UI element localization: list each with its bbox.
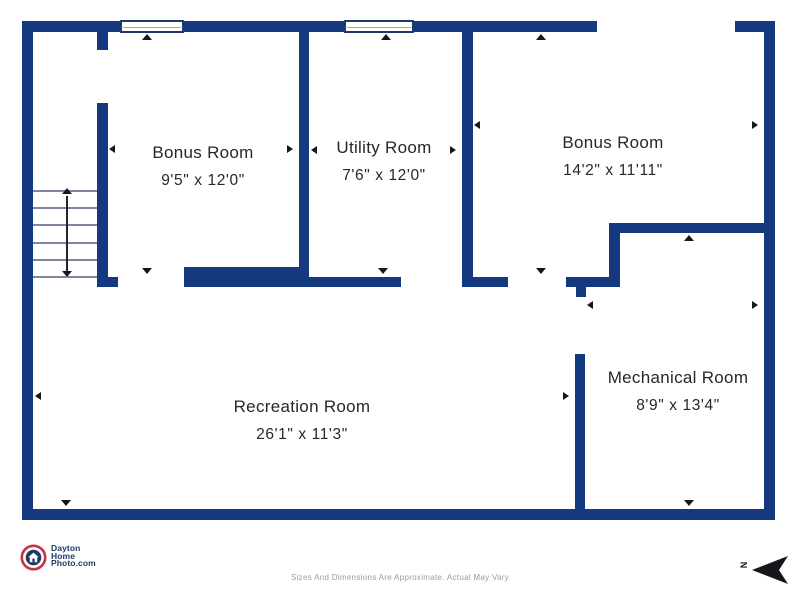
compass-north-label: N bbox=[738, 561, 749, 569]
room-dimensions: 14'2" x 11'11" bbox=[563, 162, 663, 179]
dimension-arrow-left bbox=[35, 392, 41, 400]
wall-stair-top-stub bbox=[97, 32, 108, 50]
room-dimensions: 9'5" x 12'0" bbox=[161, 172, 245, 189]
dimension-arrow-right bbox=[563, 392, 569, 400]
room-dimensions: 7'6" x 12'0" bbox=[342, 167, 426, 184]
wall-mechanical-door-stub bbox=[576, 287, 586, 297]
wall-utility-bonusright-divider bbox=[462, 32, 473, 287]
dayton-home-photo-logo bbox=[20, 544, 96, 571]
dimension-arrow-left bbox=[587, 301, 593, 309]
dimension-arrow-down bbox=[378, 268, 388, 274]
wall-bonusleft-bottom-thick bbox=[184, 267, 307, 287]
wall-outer-left bbox=[22, 21, 33, 520]
stairs-down-arrow-icon bbox=[62, 271, 72, 277]
dimension-arrow-right bbox=[752, 301, 758, 309]
dimension-arrow-right bbox=[450, 146, 456, 154]
wall-outer-right bbox=[764, 21, 775, 520]
dimension-arrow-down bbox=[61, 500, 71, 506]
room-label-recreation bbox=[234, 393, 371, 449]
stair-tread bbox=[33, 259, 97, 261]
logo-wordmark bbox=[51, 545, 96, 568]
wall-stairwell-foot bbox=[97, 277, 118, 287]
room-name: Bonus Room bbox=[562, 133, 664, 152]
room-name: Mechanical Room bbox=[607, 368, 749, 387]
logo-line-3: Photo.com bbox=[51, 558, 96, 569]
wall-outer-bottom bbox=[22, 509, 775, 520]
disclaimer-text: Sizes And Dimensions Are Approximate. Actual May Vary bbox=[290, 573, 510, 582]
window bbox=[344, 20, 414, 33]
wall-bonusleft-utility-divider bbox=[299, 32, 309, 277]
dimension-arrow-left bbox=[474, 121, 480, 129]
wall-mechanical-left bbox=[575, 354, 585, 520]
dimension-arrow-left bbox=[311, 146, 317, 154]
wall-outer-top-left-segment bbox=[22, 21, 597, 32]
room-name: Utility Room bbox=[336, 138, 432, 157]
dimension-arrow-up bbox=[381, 34, 391, 40]
stairs-direction-line bbox=[66, 196, 68, 272]
room-name: Recreation Room bbox=[233, 397, 371, 416]
stair-tread bbox=[33, 207, 97, 209]
stair-tread bbox=[33, 242, 97, 244]
stairs-up-arrow-icon bbox=[62, 188, 72, 194]
room-name: Bonus Room bbox=[152, 143, 254, 162]
window-pane-line bbox=[347, 27, 411, 28]
wall-stairwell-right bbox=[97, 103, 108, 287]
dimension-arrow-up bbox=[142, 34, 152, 40]
dimension-arrow-up bbox=[684, 235, 694, 241]
dimension-arrow-right bbox=[287, 145, 293, 153]
compass-arrow-icon bbox=[752, 555, 790, 585]
wall-utility-bottom bbox=[299, 277, 401, 287]
room-label-bonus-right bbox=[562, 129, 663, 185]
dimension-arrow-down bbox=[684, 500, 694, 506]
room-label-utility bbox=[336, 134, 431, 190]
room-label-mechanical bbox=[608, 364, 749, 420]
compass bbox=[738, 554, 793, 588]
wall-divider-foot bbox=[462, 277, 508, 287]
window bbox=[120, 20, 184, 33]
dimension-arrow-up bbox=[536, 34, 546, 40]
logo-house-icon bbox=[20, 544, 47, 571]
room-dimensions: 26'1" x 11'3" bbox=[256, 426, 348, 443]
logo-line-2: Home bbox=[51, 550, 76, 561]
dimension-arrow-down bbox=[142, 268, 152, 274]
wall-mechanical-top bbox=[609, 223, 775, 233]
stair-tread bbox=[33, 224, 97, 226]
window-pane-line bbox=[123, 27, 181, 28]
dimension-arrow-left bbox=[109, 145, 115, 153]
room-dimensions: 8'9" x 13'4" bbox=[636, 397, 720, 414]
logo-line-1: Dayton bbox=[51, 543, 81, 553]
room-label-bonus-left bbox=[152, 139, 253, 195]
dimension-arrow-right bbox=[752, 121, 758, 129]
dimension-arrow-down bbox=[536, 268, 546, 274]
